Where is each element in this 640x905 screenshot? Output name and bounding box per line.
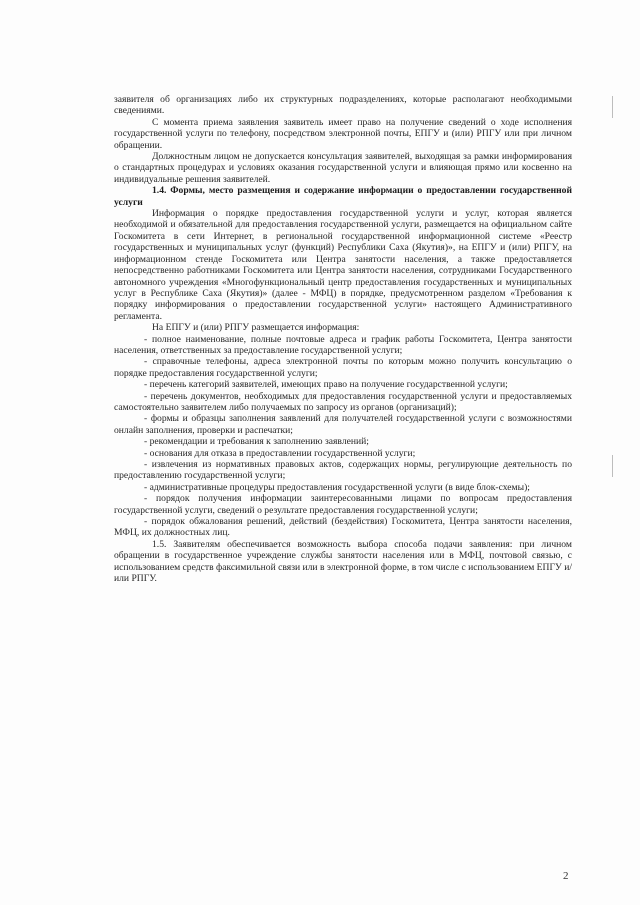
list-item-recommendations: - рекомендации и требования к заполнению заявлений; (144, 436, 369, 448)
list-item-appeal-procedure: - порядок обжалования решений, действий (бездействия) Госкомитета, Центра занятости населения, МФЦ, их должностных лиц. (114, 516, 572, 539)
list-item-documents: - перечень документов, необходимых для предоставления государственной услуги и предоставляемых самостоятельно заявителем либо получаемых по запросу из органов (организаций); (114, 390, 572, 413)
list-item-legal-extracts: - извлечения из нормативных правовых актов, содержащих нормы, регулирующие деятельность по предоставлению государственной услуги; (114, 459, 572, 482)
paragraph-information-placement: Информация о порядке предоставления государственной услуги и услуг, которая является необходимой и обязательной для предоставления государственной услуги, размещается на официальном сайте Госкомитета в сети Интернет, в региональной государственной информационной системе «Реестр государственных и муниципальных услуг (функций) Республики Саха (Якутия)», на ЕПГУ и (или) РПГУ, на информационном стенде Госкомитета или Центра занятости населения, а также предоставляется непосредственно работниками Госкомитета или Центра занятости населения, сотрудниками Государственного автономного учреждения «Многофункциональный центр предоставления государственных и муниципальных услуг в Республике Саха (Якутия)» (далее - МФЦ) в порядке, предусмотренном разделом «Требования к порядку информирования о предоставлении государственной услуги» настоящего Административного регламента. (114, 208, 572, 322)
list-item-full-name-addresses: - полное наименование, полные почтовые адреса и график работы Госкомитета, Центра занятости населения, ответственных за предоставление государственной услуги; (114, 333, 572, 356)
paragraph-consultation-limits: Должностным лицом не допускается консультация заявителей, выходящая за рамки информирования о стандартных процедурах и условиях оказания государственной услуги и влияющая прямо или косвенно на индивидуальные решения заявителей. (114, 151, 572, 185)
paragraph-applicant-organizations: заявителя об организациях либо их структурных подразделениях, которые располагают необходимыми сведениями. (114, 94, 572, 117)
paragraph-portal-info-intro: На ЕПГУ и (или) РПГУ размещается информация: (152, 322, 360, 334)
section-heading-1-4: 1.4. Формы, место размещения и содержание информации о предоставлении государственной услуги (114, 185, 572, 208)
page-number: 2 (563, 870, 569, 882)
document-body (114, 94, 572, 584)
paragraph-status-info: С момента приема заявления заявитель имеет право на получение сведений о ходе исполнения государственной услуги по телефону, посредством электронной почты, ЕПГУ и (или) РПГУ или при личном обращении. (114, 116, 572, 151)
paragraph-submission-methods: 1.5. Заявителям обеспечивается возможность выбора способа подачи заявления: при личном обращении в государственное учреждение службы занятости населения или в МФЦ, почтовой связью, с использованием средств факсимильной связи или в электронной форме, в том числе с использованием ЕПГУ и/или РПГУ. (114, 538, 572, 585)
list-item-refusal-grounds: - основания для отказа в предоставлении государственной услуги; (144, 447, 416, 459)
scan-mark (612, 96, 613, 118)
scan-mark (612, 455, 613, 477)
list-item-information-procedure: - порядок получения информации заинтересованными лицами по вопросам предоставления государственной услуги, сведений о результате предоставления государственной услуги; (114, 493, 572, 516)
list-item-forms-samples: - формы и образцы заполнения заявлений для получателей государственной услуги с возможностями онлайн заполнения, проверки и распечатки; (114, 413, 572, 436)
list-item-phones-emails: - справочные телефоны, адреса электронной почты по которым можно получить консультацию о порядке предоставления государственной услуги; (114, 356, 572, 379)
list-item-admin-procedures: - административные процедуры предоставления государственной услуги (в виде блок-схемы); (144, 481, 530, 493)
list-item-applicant-categories: - перечень категорий заявителей, имеющих право на получение государственной услуги; (144, 379, 508, 391)
